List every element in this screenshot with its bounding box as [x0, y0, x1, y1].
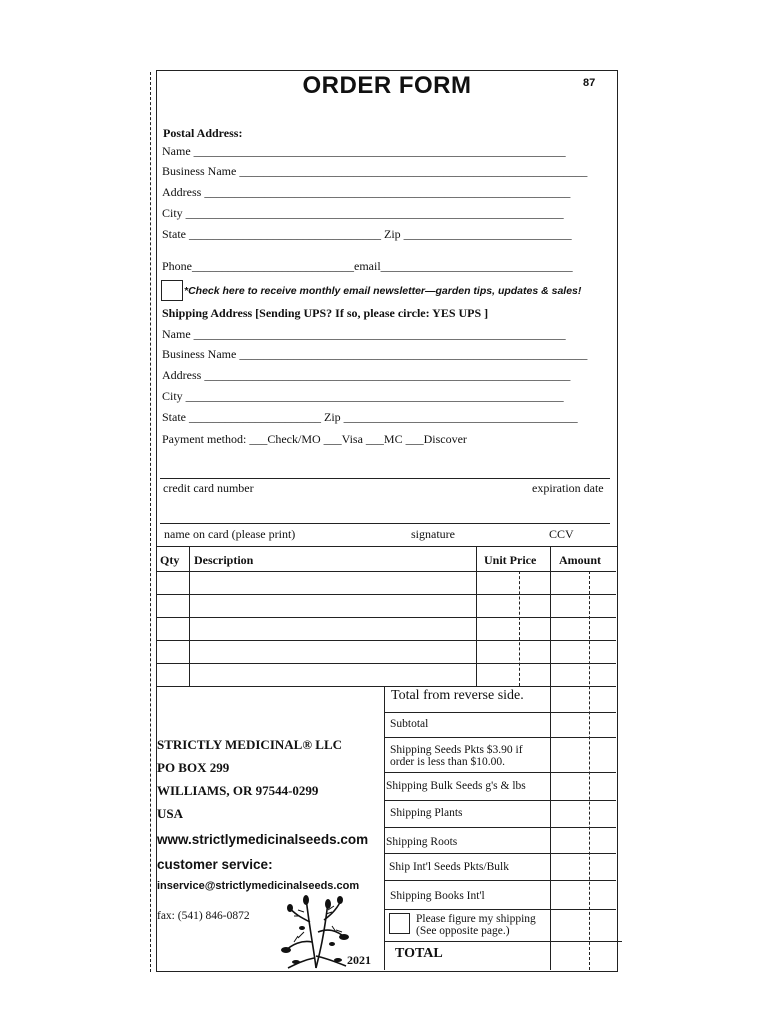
qty-header: Qty [160, 553, 180, 567]
summary-row-line [384, 827, 616, 828]
company-name: STRICTLY MEDICINAL® LLC [157, 737, 343, 752]
shipping-name-field[interactable]: Name ______________________________________________________________ [162, 327, 566, 341]
expiration-date-label: expiration date [532, 481, 604, 495]
unit-price-cents-divider [519, 571, 520, 686]
summary-row-line [384, 909, 616, 910]
shipping-city-field[interactable]: City _______________________________________________________________ [162, 389, 564, 403]
shipping-bulk-seeds-label: Shipping Bulk Seeds g's & lbs [386, 780, 526, 792]
table-row-line [156, 686, 616, 687]
amount-cents-divider [589, 571, 590, 970]
unit-price-header: Unit Price [484, 553, 537, 567]
postal-business-field[interactable]: Business Name __________________________________________________________ [162, 164, 588, 178]
page-title: ORDER FORM [302, 72, 472, 99]
summary-row-line [384, 712, 616, 713]
table-row-line [156, 640, 616, 641]
table-row-line [156, 663, 616, 664]
newsletter-label: *Check here to receive monthly email newsletter—garden tips, updates & sales! [184, 285, 582, 297]
customer-service-email-link[interactable]: inservice@strictlymedicinalseeds.com [157, 880, 360, 892]
company-city: WILLIAMS, OR 97544-0299 [157, 783, 319, 798]
signature-label: signature [411, 527, 455, 541]
description-column-divider [476, 546, 477, 686]
summary-row-line [384, 941, 622, 942]
figure-shipping-note: (See opposite page.) [416, 925, 510, 937]
customer-service-label: customer service: [157, 857, 273, 872]
figure-shipping-checkbox[interactable] [389, 913, 410, 934]
shipping-seeds-pkts-note: order is less than $10.00. [390, 756, 505, 768]
phone-email-field[interactable]: Phone___________________________email________________________________ [162, 259, 573, 273]
summary-row-line [384, 853, 616, 854]
shipping-address-field[interactable]: Address _____________________________________________________________ [162, 368, 571, 382]
subtotal-label: Subtotal [390, 718, 429, 730]
shipping-roots-label: Shipping Roots [386, 836, 458, 848]
herb-plant-illustration [276, 892, 356, 970]
ccv-label: CCV [549, 527, 574, 541]
amount-header: Amount [559, 553, 602, 567]
company-po-box: PO BOX 299 [157, 760, 230, 775]
table-row-line [156, 617, 616, 618]
company-website-link[interactable]: www.strictlymedicinalseeds.com [157, 832, 369, 847]
summary-left-divider [384, 686, 385, 970]
card-name-line[interactable] [160, 523, 610, 524]
cut-line [150, 72, 151, 972]
shipping-address-heading: Shipping Address [Sending UPS? If so, please circle: YES UPS ] [162, 306, 489, 320]
table-row-line [156, 594, 616, 595]
shipping-state-zip-field[interactable]: State ______________________ Zip _______________________________________ [162, 410, 578, 424]
credit-card-number-label: credit card number [163, 481, 254, 495]
page-number: 87 [583, 77, 596, 89]
fax-number: fax: (541) 846-0872 [157, 910, 250, 922]
description-header: Description [194, 553, 254, 567]
figure-shipping-label: Please figure my shipping [416, 913, 536, 925]
amount-column-divider [550, 546, 551, 970]
reverse-total-label: Total from reverse side. [391, 688, 524, 703]
summary-row-line [384, 880, 616, 881]
ship-intl-seeds-label: Ship Int'l Seeds Pkts/Bulk [389, 861, 509, 873]
shipping-business-field[interactable]: Business Name __________________________________________________________ [162, 347, 588, 361]
summary-row-line [384, 800, 616, 801]
postal-address-heading: Postal Address: [163, 126, 243, 140]
summary-row-line [384, 772, 616, 773]
total-label: TOTAL [395, 946, 443, 961]
shipping-seeds-pkts-label: Shipping Seeds Pkts $3.90 if [390, 744, 523, 756]
summary-row-line [384, 737, 616, 738]
postal-state-zip-field[interactable]: State ________________________________ Zip ____________________________ [162, 227, 572, 241]
table-top-border [156, 546, 618, 547]
name-on-card-label: name on card (please print) [164, 527, 296, 541]
credit-card-line[interactable] [160, 478, 610, 479]
company-country: USA [157, 806, 184, 821]
shipping-plants-label: Shipping Plants [390, 807, 463, 819]
postal-address-field[interactable]: Address _____________________________________________________________ [162, 185, 571, 199]
qty-column-divider [189, 546, 190, 686]
payment-method-field[interactable]: Payment method: ___Check/MO ___Visa ___MC ___Discover [162, 432, 467, 446]
table-row-line [156, 571, 616, 572]
postal-name-field[interactable]: Name ______________________________________________________________ [162, 144, 566, 158]
shipping-books-intl-label: Shipping Books Int'l [390, 890, 485, 902]
form-year: 2021 [347, 953, 371, 967]
postal-city-field[interactable]: City _______________________________________________________________ [162, 206, 564, 220]
newsletter-checkbox[interactable] [161, 280, 183, 301]
